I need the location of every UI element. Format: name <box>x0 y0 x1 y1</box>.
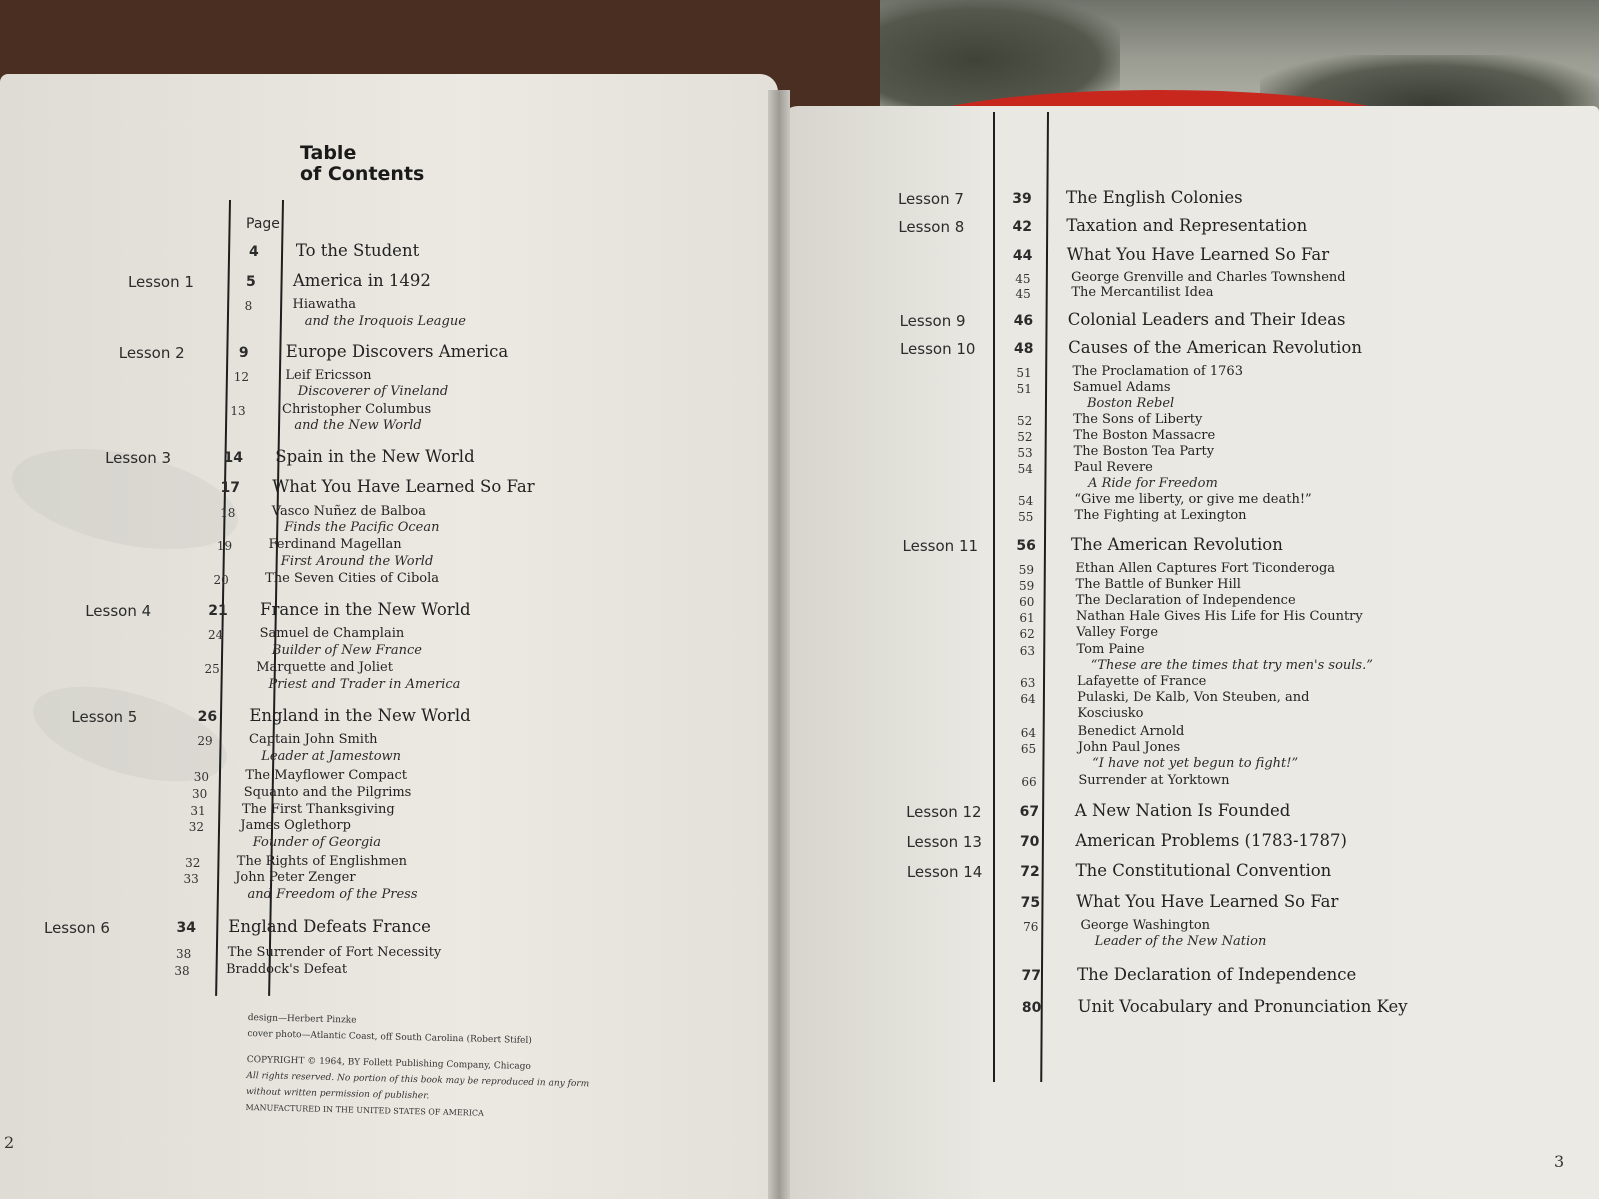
page-number: 48 <box>1014 341 1034 357</box>
lesson-label: Lesson 9 <box>899 312 966 330</box>
page-number: 8 <box>244 299 253 313</box>
page-number: 38 <box>174 964 190 978</box>
lesson-label: Lesson 6 <box>43 919 110 937</box>
toc-entry-title[interactable]: Surrender at Yorktown <box>1078 773 1230 788</box>
page-number: 24 <box>207 628 224 642</box>
toc-title-line2: of Contents <box>300 163 425 185</box>
toc-entry-title[interactable]: American Problems (1783-1787) <box>1075 831 1347 850</box>
page-number: 64 <box>1020 692 1036 706</box>
toc-entry-title[interactable]: Valley Forge <box>1076 625 1159 640</box>
page-number: 54 <box>1017 462 1033 476</box>
page-number: 42 <box>1012 219 1033 235</box>
page-number: 5 <box>246 274 256 290</box>
toc-entry-title[interactable]: Boston Rebel <box>1086 396 1175 411</box>
toc-entry-title[interactable]: Pulaski, De Kalb, Von Steuben, and <box>1077 690 1310 705</box>
toc-entry-title[interactable]: Benedict Arnold <box>1077 724 1185 739</box>
page-number: 18 <box>220 506 236 520</box>
rights-line: All rights reserved. No portion of this book may be reproduced in any form <box>246 1070 590 1090</box>
toc-entry-title[interactable]: The Battle of Bunker Hill <box>1075 577 1241 592</box>
page-number: 67 <box>1019 804 1040 820</box>
toc-entry-title[interactable]: Founder of Georgia <box>252 835 382 850</box>
page-number: 72 <box>1020 864 1040 880</box>
page-number: 13 <box>230 404 246 418</box>
page-number: 31 <box>190 804 206 818</box>
page-number: 33 <box>183 872 199 886</box>
lesson-label: Lesson 4 <box>85 602 152 620</box>
toc-entry-title[interactable]: The Fighting at Lexington <box>1074 508 1247 523</box>
toc-entry-title[interactable]: Kosciusko <box>1077 706 1144 721</box>
right-page-rule-a <box>993 112 995 1082</box>
toc-entry-title[interactable]: Europe Discovers America <box>285 342 509 361</box>
toc-entry-title[interactable]: The Constitutional Convention <box>1075 861 1332 880</box>
toc-entry-title[interactable]: Causes of the American Revolution <box>1068 338 1362 357</box>
toc-entry-title[interactable]: Spain in the New World <box>275 447 475 466</box>
toc-entry-title[interactable]: “Give me liberty, or give me death!” <box>1074 492 1312 507</box>
toc-entry-title[interactable]: France in the New World <box>260 600 471 619</box>
lesson-label: Lesson 5 <box>71 708 138 726</box>
right-page-number: 3 <box>1554 1152 1565 1171</box>
toc-entry-title[interactable]: Samuel Adams <box>1072 380 1171 395</box>
toc-entry-title[interactable]: The Boston Massacre <box>1073 428 1216 443</box>
page-number: 26 <box>197 709 218 725</box>
page-number: 51 <box>1016 366 1032 380</box>
toc-entry-title[interactable]: Unit Vocabulary and Pronunciation Key <box>1077 997 1408 1016</box>
toc-entry-title[interactable]: Builder of New France <box>271 643 422 658</box>
toc-entry-title[interactable]: Captain John Smith <box>249 732 378 747</box>
toc-entry-title[interactable]: Leader of the New Nation <box>1094 934 1267 949</box>
toc-entry-title[interactable]: What You Have Learned So Far <box>1076 892 1339 911</box>
page-number: 44 <box>1012 248 1033 264</box>
page-number: 38 <box>176 947 192 961</box>
toc-entry-title[interactable]: Colonial Leaders and Their Ideas <box>1067 310 1346 329</box>
page-number: 12 <box>233 370 250 384</box>
page-number: 54 <box>1017 494 1034 508</box>
toc-entry-title[interactable]: The Surrender of Fort Necessity <box>227 945 442 960</box>
lesson-label: Lesson 12 <box>906 803 982 821</box>
page-number: 30 <box>192 787 208 801</box>
toc-entry-title[interactable]: The Declaration of Independence <box>1075 593 1296 608</box>
page-number: 19 <box>216 539 233 553</box>
toc-entry-title[interactable]: Tom Paine <box>1076 642 1145 657</box>
toc-entry-title[interactable]: Ethan Allen Captures Fort Ticonderoga <box>1075 561 1336 576</box>
toc-entry-title[interactable]: The Mayflower Compact <box>245 768 408 783</box>
toc-entry-title[interactable]: What You Have Learned So Far <box>272 477 535 496</box>
page-number: 59 <box>1018 563 1035 577</box>
lesson-label: Lesson 10 <box>899 340 976 358</box>
toc-entry-title[interactable]: The Rights of Englishmen <box>236 854 408 869</box>
toc-entry-title[interactable]: “I have not yet begun to fight!” <box>1092 756 1299 771</box>
toc-entry-title[interactable]: Vasco Nuñez de Balboa <box>271 504 426 519</box>
page-number: 76 <box>1023 920 1039 934</box>
toc-entry-title[interactable]: England Defeats France <box>228 917 431 936</box>
toc-entry-title[interactable]: A New Nation Is Founded <box>1074 801 1291 820</box>
toc-entry-title[interactable]: The Mercantilist Idea <box>1071 285 1214 300</box>
toc-entry-title[interactable]: Ferdinand Magellan <box>268 537 402 552</box>
book-gutter <box>768 90 790 1199</box>
lesson-label: Lesson 7 <box>897 190 964 208</box>
toc-entry-title[interactable]: Christopher Columbus <box>282 402 432 417</box>
toc-entry-title[interactable]: and the Iroquois League <box>304 314 466 329</box>
toc-entry-title[interactable]: Discoverer of Vineland <box>297 384 449 399</box>
toc-entry-title[interactable]: George Washington <box>1080 918 1211 933</box>
page-number: 45 <box>1015 272 1031 286</box>
toc-entry-title[interactable]: Lafayette of France <box>1076 674 1207 689</box>
page-number: 62 <box>1019 627 1035 641</box>
toc-entry-title[interactable]: The Sons of Liberty <box>1073 412 1203 427</box>
page-number: 51 <box>1016 382 1032 396</box>
toc-entry-title[interactable]: America in 1492 <box>292 271 431 290</box>
lesson-label: Lesson 3 <box>105 449 172 467</box>
toc-entry-title[interactable]: The Boston Tea Party <box>1073 444 1215 459</box>
page-number: 34 <box>176 920 197 936</box>
toc-entry-title[interactable]: Leader at Jamestown <box>261 749 402 764</box>
toc-entry-title[interactable]: The American Revolution <box>1070 535 1283 554</box>
lesson-label: Lesson 1 <box>127 273 194 291</box>
credits-block <box>245 1010 590 1124</box>
toc-title-line1: Table <box>300 142 357 164</box>
toc-entry-title[interactable]: George Grenville and Charles Townshend <box>1071 270 1346 285</box>
page-number: 17 <box>220 480 241 496</box>
cover-photo-credit: cover photo—Atlantic Coast, off South Carolina (Robert Stifel) <box>247 1028 532 1046</box>
page-number: 4 <box>249 244 259 260</box>
page-number: 56 <box>1016 538 1036 554</box>
toc-entry-title[interactable]: John Paul Jones <box>1077 740 1181 755</box>
page-number: 75 <box>1020 895 1041 911</box>
toc-entry-title[interactable]: Nathan Hale Gives His Life for His Country <box>1076 609 1363 624</box>
toc-entry-title[interactable]: A Ride for Freedom <box>1088 476 1218 491</box>
toc-title <box>300 143 424 185</box>
permission-line: without written permission of publisher. <box>245 1086 430 1102</box>
lesson-label: Lesson 8 <box>898 218 965 236</box>
toc-entry-title[interactable]: The Proclamation of 1763 <box>1072 364 1243 379</box>
toc-entry-title[interactable]: First Around the World <box>280 554 434 569</box>
toc-entry-title[interactable]: Leif Ericsson <box>285 368 372 383</box>
page-number: 14 <box>223 450 244 466</box>
left-page-number: 2 <box>4 1133 15 1152</box>
toc-entry-title[interactable]: Paul Revere <box>1073 460 1153 475</box>
lesson-label: Lesson 13 <box>906 833 982 851</box>
page-number: 60 <box>1019 595 1035 609</box>
page-number: 61 <box>1019 611 1035 625</box>
toc-entry-title[interactable]: and the New World <box>294 418 422 433</box>
page-column-label: Page <box>246 216 280 232</box>
page-number: 52 <box>1017 430 1033 444</box>
lesson-label: Lesson 14 <box>906 863 983 881</box>
page-number: 25 <box>204 662 220 676</box>
page-number: 21 <box>208 603 228 619</box>
lesson-label: Lesson 2 <box>118 344 185 362</box>
toc-entry-title[interactable]: The Declaration of Independence <box>1077 965 1357 984</box>
page-number: 39 <box>1012 191 1032 207</box>
toc-entry-title[interactable]: What You Have Learned So Far <box>1066 245 1330 264</box>
toc-entry-title[interactable]: Marquette and Joliet <box>256 660 393 675</box>
toc-entry-title[interactable]: and Freedom of the Press <box>247 887 418 902</box>
page-number: 77 <box>1021 968 1042 984</box>
page-number: 59 <box>1018 579 1035 593</box>
design-credit: design—Herbert Pinzke <box>247 1012 357 1026</box>
page-number: 64 <box>1020 726 1037 740</box>
copyright-line: COPYRIGHT © 1964, BY Follett Publishing Company, Chicago <box>246 1054 532 1072</box>
toc-entry-title[interactable]: “These are the times that try men's souls.” <box>1090 658 1373 673</box>
toc-entry-title[interactable]: Taxation and Representation <box>1066 216 1308 235</box>
page-number: 70 <box>1019 834 1040 850</box>
page-number: 55 <box>1018 510 1034 524</box>
toc-entry-title[interactable]: The Seven Cities of Cibola <box>265 571 440 586</box>
page-number: 65 <box>1020 742 1037 756</box>
page-number: 30 <box>193 770 210 784</box>
toc-entry-title[interactable]: To the Student <box>295 241 420 260</box>
toc-entry-title[interactable]: The First Thanksgiving <box>242 802 395 817</box>
toc-entry-title[interactable]: Samuel de Champlain <box>259 626 405 641</box>
page-number: 66 <box>1021 775 1037 789</box>
toc-entry-title[interactable]: The English Colonies <box>1065 188 1243 207</box>
lesson-label: Lesson 11 <box>902 537 979 555</box>
toc-entry-title[interactable]: Hiawatha <box>292 297 356 312</box>
toc-entry-title[interactable]: England in the New World <box>249 706 471 725</box>
toc-entry-title[interactable]: Priest and Trader in America <box>268 677 461 692</box>
manufactured-line: MANUFACTURED IN THE UNITED STATES OF AMERICA <box>245 1102 484 1118</box>
page-number: 29 <box>197 734 213 748</box>
toc-entry-title[interactable]: Finds the Pacific Ocean <box>284 520 440 535</box>
toc-entry-title[interactable]: Braddock's Defeat <box>226 962 348 977</box>
page-number: 9 <box>238 345 249 361</box>
page-number: 32 <box>185 856 201 870</box>
page-number: 53 <box>1017 446 1033 460</box>
page-number: 52 <box>1016 414 1033 428</box>
page-number: 45 <box>1015 287 1031 301</box>
page-number: 63 <box>1020 676 1036 690</box>
page-number: 20 <box>213 573 229 587</box>
page-number: 32 <box>188 820 205 834</box>
toc-entry-title[interactable]: James Oglethorp <box>240 818 351 833</box>
toc-entry-title[interactable]: John Peter Zenger <box>235 870 356 885</box>
page-number: 80 <box>1021 1000 1042 1016</box>
page-number: 46 <box>1013 313 1034 329</box>
toc-entry-title[interactable]: Squanto and the Pilgrims <box>243 785 412 800</box>
page-number: 63 <box>1019 644 1036 658</box>
